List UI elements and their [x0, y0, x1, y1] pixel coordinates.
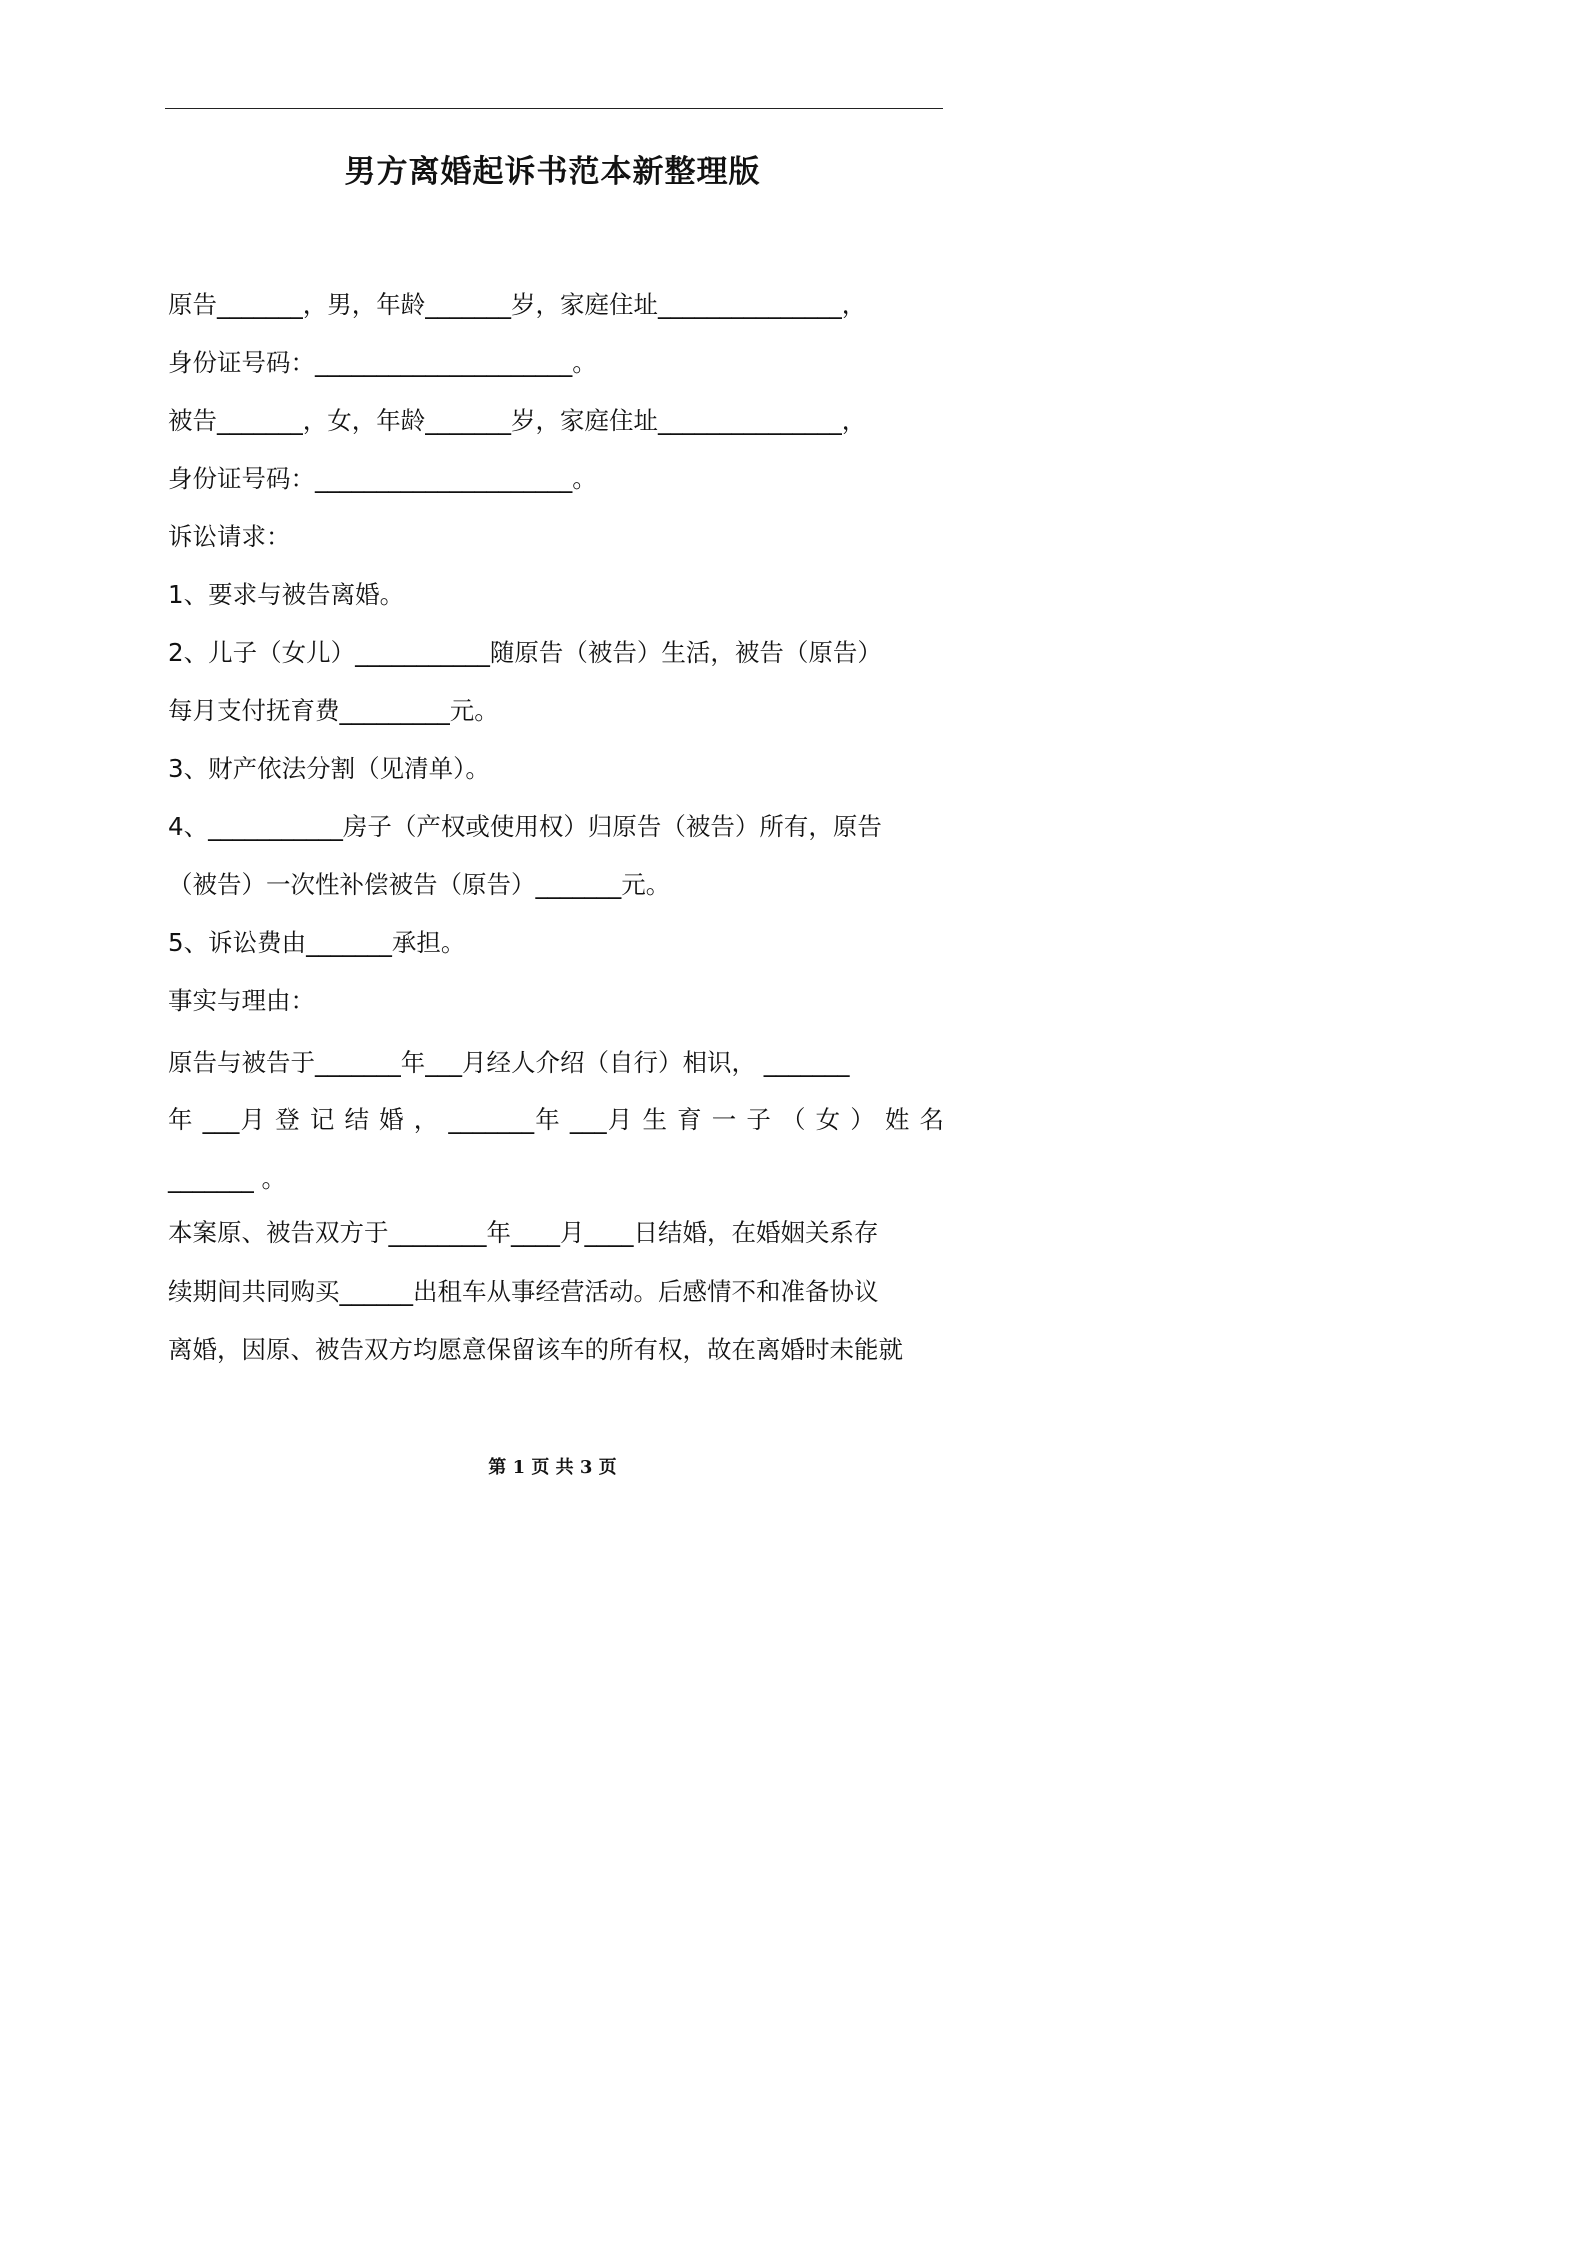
- claim-item-4: 4、___________房子（产权或使用权）归原告（被告）所有，原告: [168, 812, 882, 841]
- facts-paragraph-2-line-3: 离婚，因原、被告双方均愿意保留该车的所有权，故在离婚时未能就: [168, 1335, 903, 1364]
- claims-heading: 诉讼请求：: [168, 522, 291, 551]
- plaintiff-id-line: 身份证号码：_____________________。: [168, 348, 597, 377]
- facts-paragraph-2-line-2: 续期间共同购买______出租车从事经营活动。后感情不和准备协议: [168, 1277, 879, 1306]
- claim-item-2-continued: 每月支付抚育费_________元。: [168, 696, 499, 725]
- facts-heading: 事实与理由：: [168, 986, 315, 1015]
- facts-paragraph-1-line-2: 年 ___月 登 记 结 婚 ， _______年 ___月 生 育 一 子 （ 女 ） 姓 名: [168, 1105, 944, 1134]
- header-rule: [165, 108, 943, 109]
- claim-item-3: 3、财产依法分割（见清单）。: [168, 754, 490, 783]
- claim-item-2: 2、儿子（女儿）___________随原告（被告）生活，被告（原告）: [168, 638, 882, 667]
- facts-paragraph-1-line-1: 原告与被告于_______年___月经人介绍（自行）相识， _______: [168, 1048, 850, 1077]
- page-number-footer: 第 1 页 共 3 页: [488, 1457, 617, 1478]
- claim-item-1: 1、要求与被告离婚。: [168, 580, 405, 609]
- claim-item-4-continued: （被告）一次性补偿被告（原告）_______元。: [168, 870, 671, 899]
- defendant-id-line: 身份证号码：_____________________。: [168, 464, 597, 493]
- facts-paragraph-2-line-1: 本案原、被告双方于________年____月____日结婚，在婚姻关系存: [168, 1218, 879, 1247]
- document-title: 男方离婚起诉书范本新整理版: [344, 154, 761, 190]
- facts-paragraph-1-line-3: _______ 。: [168, 1164, 287, 1193]
- plaintiff-line: 原告_______，男，年龄_______岁，家庭住址_______________，: [168, 290, 867, 319]
- claim-item-5: 5、诉讼费由_______承担。: [168, 928, 466, 957]
- defendant-line: 被告_______，女，年龄_______岁，家庭住址_______________，: [168, 406, 867, 435]
